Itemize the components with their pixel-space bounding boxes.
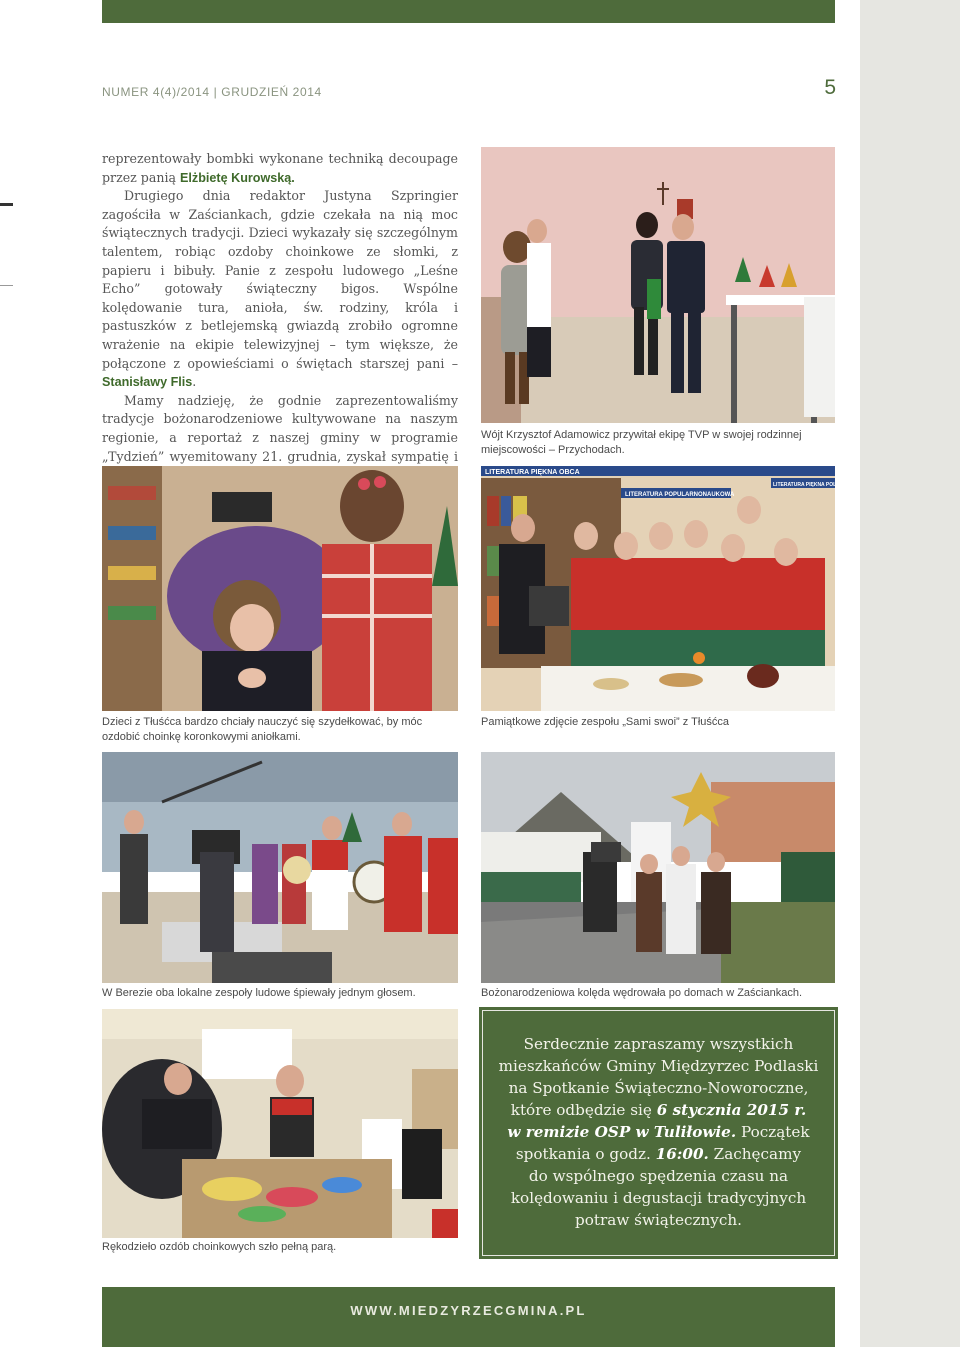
photo-children-crocheting — [102, 466, 458, 711]
article-paragraph: reprezentowały bombki wykonane techniką decoupage przez panią Elżbietę Kurowską. — [102, 151, 458, 185]
footer-url[interactable]: WWW.MIEDZYRZECGMINA.PL — [350, 1303, 587, 1318]
shelf-sign: LITERATURA PIĘKNA OBCA — [485, 469, 580, 476]
top-bar — [102, 0, 835, 23]
shelf-sign: LITERATURA POPULARNONAUKOWA — [625, 492, 735, 498]
photo-handicraft — [102, 1009, 458, 1238]
photo-caption: Rękodzieło ozdób choinkowych szło pełną parą. — [102, 1241, 337, 1253]
shelf-sign: LITERATURA PIĘKNA POLSKA — [773, 482, 847, 488]
page-number: 5 — [824, 76, 836, 99]
photo-caption: Dzieci z Tłuśćca bardzo chciały nauczyć się szydełkować, by móc ozdobić choinkę koronkowymi aniołkami. — [102, 716, 423, 743]
article-paragraph: Mamy nadzieję, że godnie zaprezentowaliśmy tradycje bożonarodzeniowe kultywowane na naszym regionie, a reportaż z naszej gminy w programie „Tydzień” wyemitowany 21. grudnia, zyskał sympatię i — [102, 392, 458, 464]
event-time: 16:00. — [655, 1145, 709, 1163]
margin-mark — [0, 285, 13, 286]
photo-bereza-singing — [102, 752, 458, 983]
person-name: Elżbietę Kurowską. — [180, 170, 295, 185]
margin-mark — [0, 203, 13, 206]
photo-caption: Bożonarodzeniowa kolęda wędrowała po domach w Zaściankach. — [481, 987, 803, 999]
photo-folk-group — [481, 466, 847, 711]
photo-caption: Pamiątkowe zdjęcie zespołu „Sami swoi” z Tłuśćca — [481, 716, 729, 728]
right-margin-band — [860, 0, 960, 1347]
issue-header: NUMER 4(4)/2014 | GRUDZIEŃ 2014 — [102, 85, 322, 99]
article-text — [102, 150, 458, 485]
photo-caption: Wójt Krzysztof Adamowicz przywitał ekipę TVP w swojej rodzinnej miejscowości – Przychodach. — [481, 429, 802, 456]
article-paragraph: Drugiego dnia redaktor Justyna Szpringier zagościła w Zaściankach, gdzie czekała na nią moc świątecznych tradycji. Dzieci wykazały się szczególnym talentem, robiąc ozdoby choinkowe ze słomki, z papieru i bibuły. Panie z zespołu ludowego „Leśne Echo” gotowały świąteczny bigos. Wspólne kolędowanie tura, anioła, św. rodziny, króla i pastuszków z betlejemską gwiazdą zrobiło ogromne wrażenie na ekipie telewizyjnej – tym większe, że połączone z opowieściami o świętach starszej pani – Stanisławy Flis. — [102, 188, 458, 390]
photo-mayor-welcome — [481, 147, 835, 423]
photo-carol-procession — [481, 752, 835, 983]
photo-caption: W Berezie oba lokalne zespoły ludowe śpiewały jednym głosem. — [102, 987, 416, 999]
invitation-box: Serdecznie zapraszamy wszystkich mieszkańców Gminy Międzyrzec Podlaski na Spotkanie Świąteczno-Noworoczne, które odbędzie się 6 stycznia 2015 r. w remizie OSP w Tuliłowie. Początek spotkania o godz. 16:00. Zachęcamy do wspólnego spędzenia czasu na kolędowaniu i degustacji tradycyjnych potraw świątecznych. — [482, 1010, 835, 1256]
person-name: Stanisławy Flis — [102, 375, 193, 390]
event-venue: w remizie OSP w Tuliłowie. — [507, 1123, 737, 1141]
event-date: 6 stycznia 2015 r. — [656, 1101, 807, 1119]
